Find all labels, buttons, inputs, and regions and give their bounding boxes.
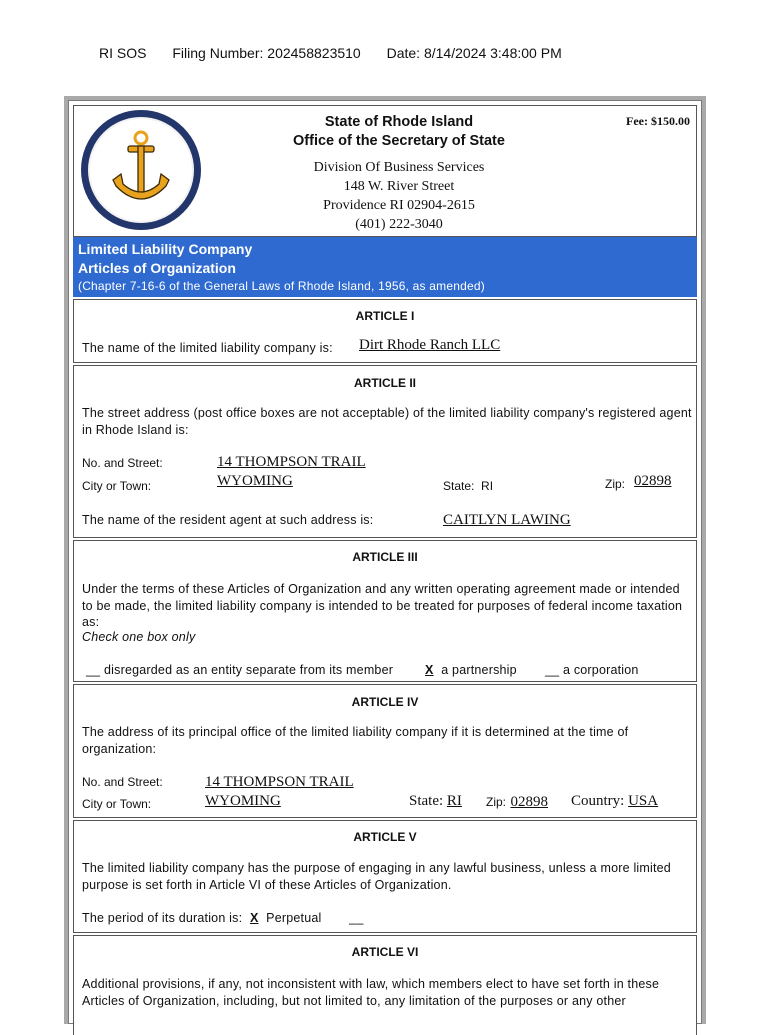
anchor-seal-icon bbox=[76, 108, 206, 233]
filing-header bbox=[99, 45, 584, 61]
article-5-text: The limited liability company has the purpose of engaging in any lawful business, unless a more limited purpose is set forth in Article VI of these Articles of Organization. bbox=[82, 861, 671, 892]
option-corporation bbox=[545, 662, 639, 679]
option-partnership-mark: X bbox=[425, 663, 434, 677]
office-zip-value: 02898 bbox=[510, 794, 548, 810]
agent-name-value: CAITLYN LAWING bbox=[443, 512, 571, 528]
office-zip bbox=[486, 793, 548, 811]
article-3-instruction: Check one box only bbox=[82, 630, 196, 644]
article-2-title: ARTICLE II bbox=[354, 376, 416, 390]
sos-label: RI SOS bbox=[99, 45, 147, 61]
article-1-title: ARTICLE I bbox=[355, 309, 415, 323]
state-seal bbox=[76, 108, 206, 233]
option-corporation-mark: __ bbox=[545, 663, 560, 677]
office-state-value: RI bbox=[446, 793, 462, 809]
article-3-title: ARTICLE III bbox=[352, 550, 418, 564]
form-title-band bbox=[73, 237, 697, 297]
agent-street-label: No. and Street: bbox=[82, 456, 163, 470]
fee: Fee: $150.00 bbox=[626, 114, 690, 128]
office-header-box bbox=[73, 105, 697, 237]
article-4 bbox=[73, 684, 697, 818]
form-title-line1: Limited Liability Company bbox=[78, 241, 253, 257]
office-name: Office of the Secretary of State bbox=[293, 133, 505, 149]
state-name: State of Rhode Island bbox=[324, 114, 474, 130]
agent-name-text: The name of the resident agent at such address is: bbox=[82, 513, 374, 527]
option-partnership bbox=[421, 662, 517, 679]
option-corporation-label: a corporation bbox=[563, 663, 639, 677]
filing-number: Filing Number: 202458823510 bbox=[172, 45, 361, 61]
agent-zip-value: 02898 bbox=[634, 473, 672, 489]
article-4-title: ARTICLE IV bbox=[351, 695, 419, 709]
perpetual-label: Perpetual bbox=[266, 911, 322, 925]
option-disregarded-mark: __ bbox=[86, 663, 101, 677]
tax-options bbox=[86, 662, 393, 679]
agent-street-value: 14 THOMPSON TRAIL bbox=[217, 454, 366, 470]
office-zip-label: Zip: bbox=[486, 795, 507, 809]
office-street: 148 W. River Street bbox=[343, 179, 455, 194]
form-title-line2: Articles of Organization bbox=[78, 260, 236, 276]
agent-city-label: City or Town: bbox=[82, 479, 152, 493]
perpetual-mark: X bbox=[249, 911, 259, 925]
form-title-chapter: (Chapter 7-16-6 of the General Laws of Rhode Island, 1956, as amended) bbox=[78, 279, 485, 293]
office-state bbox=[409, 793, 462, 810]
article-2-text: The street address (post office boxes are not acceptable) of the limited liability company's registered agent in Rhode Island is: bbox=[82, 406, 692, 437]
office-city: Providence RI 02904-2615 bbox=[323, 198, 475, 213]
article-4-text: The address of its principal office of the limited liability company if it is determined at the time of organization: bbox=[82, 725, 629, 756]
office-city-label: City or Town: bbox=[82, 797, 152, 811]
seal-year: 1636 bbox=[128, 208, 154, 223]
duration-row bbox=[82, 910, 363, 927]
office-country bbox=[571, 793, 658, 810]
agent-state-value: RI bbox=[481, 479, 494, 493]
article-3 bbox=[73, 540, 697, 682]
article-3-text: Under the terms of these Articles of Organization and any written operating agreement made or intended to be made, the limited liability company is intended to be treated for purposes of federal income taxation as: bbox=[82, 582, 683, 629]
division: Division Of Business Services bbox=[313, 160, 485, 175]
article-6-text: Additional provisions, if any, not inconsistent with law, which members elect to have set forth in these Articles of Organization, including, but not limited to, any limitation of the purposes or any other bbox=[82, 977, 660, 1008]
agent-state-label: State: bbox=[443, 479, 475, 493]
office-country-value: USA bbox=[628, 793, 659, 809]
agent-state bbox=[443, 479, 493, 493]
office-street-value: 14 THOMPSON TRAIL bbox=[205, 774, 354, 790]
article-5 bbox=[73, 820, 697, 933]
form-body bbox=[68, 100, 702, 1024]
article-1-text: The name of the limited liability company is: bbox=[82, 341, 333, 355]
filing-date: Date: 8/14/2024 3:48:00 PM bbox=[386, 45, 562, 61]
article-5-title: ARTICLE V bbox=[353, 830, 417, 844]
office-street-label: No. and Street: bbox=[82, 775, 163, 789]
form-frame bbox=[64, 96, 706, 1024]
office-phone: (401) 222-3040 bbox=[355, 217, 443, 232]
article-6 bbox=[73, 935, 697, 1035]
office-country-label: Country: bbox=[571, 793, 625, 809]
duration-label: The period of its duration is: bbox=[82, 911, 243, 925]
company-name: Dirt Rhode Ranch LLC bbox=[359, 337, 501, 353]
office-city-value: WYOMING bbox=[205, 793, 281, 809]
option-disregarded-label: disregarded as an entity separate from its member bbox=[104, 663, 394, 677]
article-2 bbox=[73, 365, 697, 538]
office-state-label: State: bbox=[409, 793, 444, 809]
duration-other-mark: __ bbox=[349, 911, 364, 925]
agent-city-value: WYOMING bbox=[217, 473, 293, 489]
article-1 bbox=[73, 299, 697, 363]
article-6-title: ARTICLE VI bbox=[351, 945, 419, 959]
option-partnership-label: a partnership bbox=[441, 663, 517, 677]
agent-zip-label: Zip: bbox=[605, 477, 626, 491]
